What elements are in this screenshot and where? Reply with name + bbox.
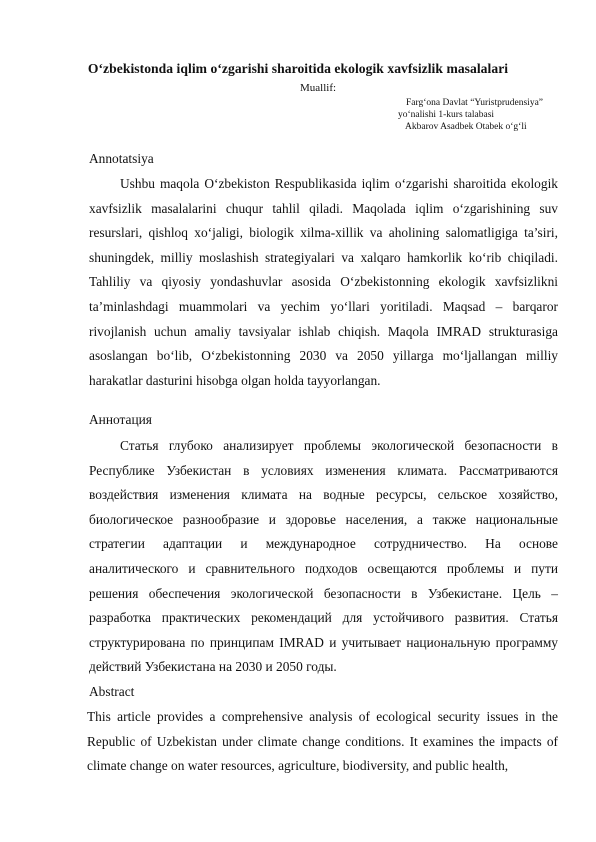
author-name: Akbarov Asadbek Otabek o‘g‘li [405, 122, 527, 132]
abstract-heading: Abstract [89, 684, 135, 699]
author-label: Muallif: [300, 82, 337, 94]
author-affiliation-line1: Farg‘ona Davlat “Yuristprudensiya” [406, 98, 544, 108]
paper-title: O‘zbekistonda iqlim o‘zgarishi sharoitida ekologik xavfsizlik masalalari [87, 61, 509, 76]
abstract-text: This article provides a comprehensive analysis of ecological security issues in the Republic of Uzbekistan under climate change conditions. It examines the impacts of climate change on water resources, agriculture, biodiversity, and public health, [87, 709, 558, 774]
annotaciya-heading: Аннотация [89, 412, 152, 427]
annotatsiya-text: Ushbu maqola O‘zbekiston Respublikasida iqlim o‘zgarishi sharoitida ekologik xavfsizlik masalalarini chuqur tahlil qiladi. Maqolada iqlim o‘zgarishining suv resurslari, qishloq xo‘jaligi, biologik xilma-xillik va aholining salomatligiga ta’siri, shuningdek, milliy moslashish strategiyalari va xalqaro hamkorlik ko‘rib chiqiladi. Tahliliy va qiyosiy yondashuvlar asosida O‘zbekistonning ekologik xavfsizlikni ta’minlashdagi muammolari va yechim yo‘llari yoritiladi. Maqsad – barqaror rivojlanish uchun amaliy tavsiyalar ishlab chiqish. Maqola IMRAD strukturasiga asoslangan bo‘lib, O‘zbekistonning 2030 va 2050 yillarga mo‘ljallangan milliy harakatlar dasturini hisobga olgan holda tayyorlangan. [89, 176, 558, 388]
annotatsiya-paragraph [89, 172, 558, 393]
author-affiliation-line2: yo‘nalishi 1-kurs talabasi [398, 110, 495, 120]
abstract-paragraph [87, 705, 558, 779]
annotaciya-paragraph [89, 434, 558, 680]
annotaciya-text: Статья глубоко анализирует проблемы экологической безопасности в Республике Узбекистан в условиях изменения климата. Рассматриваются воздействия изменения климата на водные ресурсы, сельское хозяйство, биологическое разнообразие и здоровье населения, а также национальные стратегии адаптации и международное сотрудничество. На основе аналитического и сравнительного подходов освещаются проблемы и пути решения обеспечения экологической безопасности в Узбекистане. Цель – разработка практических рекомендаций для устойчивого развития. Статья структурирована по принципам IMRAD и учитывает национальную программу действий Узбекистана на 2030 и 2050 годы. [89, 438, 558, 675]
annotatsiya-heading: Annotatsiya [89, 151, 154, 166]
